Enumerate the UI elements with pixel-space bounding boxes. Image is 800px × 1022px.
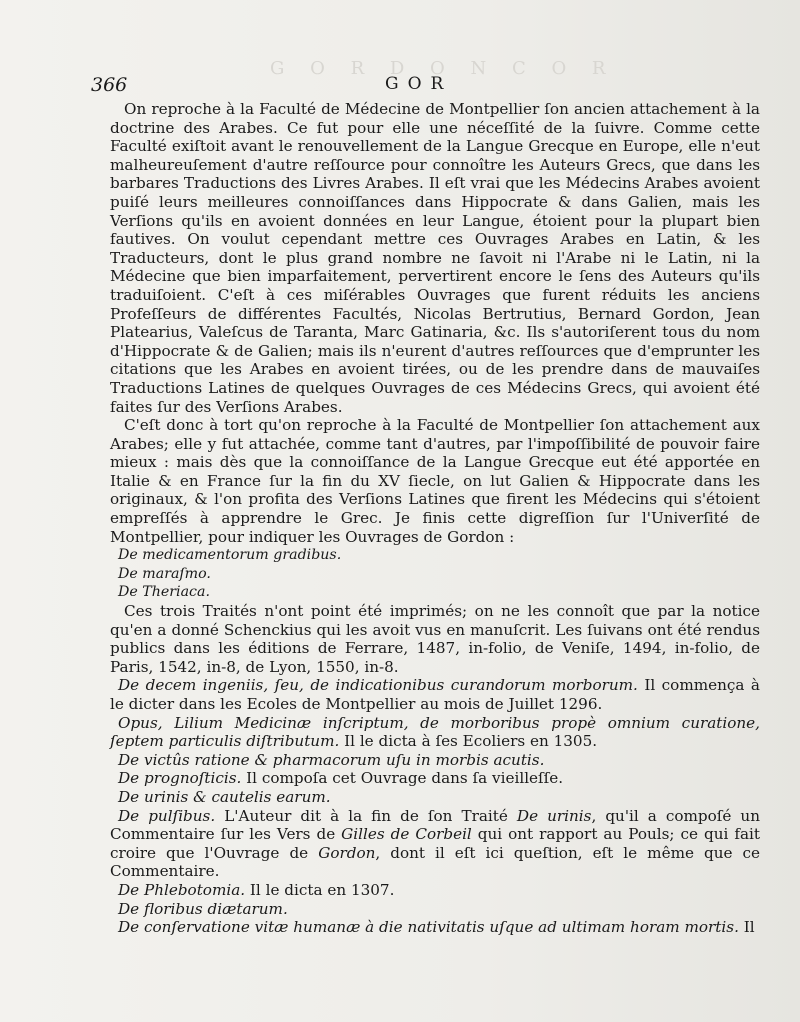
work-note: qui ont rapport au Pouls; ce qui fait croire que l'Ouvrage de xyxy=(110,825,760,862)
paragraph-montpellier-grec: C'eſt donc à tort qu'on reproche à la Faculté de Montpellier ſon attachement aux Arabes; elle y fut attachée, comme tant d'autres, par l'impoſſibilité de pouvoir faire mieux : mais dès que la connoiſſance de la Langue Grecque eut été apportée en Italie & en France ſur la fin du XV ſiecle, on lut Galien & Hippocrate dans les originaux, & l'on profita des Verſions Latines que firent les Médecins qui s'étoient empreſſés à apprendre le Grec. Je finis cette digreſſion ſur l'Univerſité de Montpellier, pour indiquer les Ouvrages de Gordon : xyxy=(110,416,760,546)
work-entry xyxy=(110,751,760,770)
work-note: , qu'il a compoſé un Commentaire ſur les Vers de xyxy=(110,806,760,844)
work-title: De floribus diætarum. xyxy=(118,899,288,918)
work-note: L'Auteur dit à la fin de ſon Traité xyxy=(215,806,517,825)
work-title: De Theriaca. xyxy=(118,584,210,601)
work-note: , dont il eſt ici queſtion, eſt le même que ce Commentaire. xyxy=(110,843,760,881)
page-number: 366 xyxy=(91,74,128,96)
work-title: Opus, Lilium Medicinæ inſcriptum, de morboribus propè omnium curatione, ſeptem particulis diſtributum. xyxy=(110,713,760,751)
work-entry xyxy=(110,807,760,881)
paragraph-montpellier-arabes: On reproche à la Faculté de Médecine de Montpellier ſon ancien attachement à la doctrine des Arabes. Ce fut pour elle une néceſſité de la ſuivre. Comme cette Faculté exiſtoit avant le renouvellement de la Langue Grecque en Europe, elle n'eut malheureuſement d'autre reſſource pour connoître les Auteurs Grecs, que dans les barbares Traductions des Livres Arabes. Il eſt vrai que les Médecins Arabes avoient puiſé leurs meilleures connoiſſances dans Hippocrate & dans Galien, mais les Verſions qu'ils en avoient données en leur Langue, étoient pour la plupart bien fautives. On voulut cependant mettre ces Ouvrages Arabes en Latin, & les Traducteurs, dont le plus grand nombre ne ſavoit ni l'Arabe ni le Latin, ni la Médecine que bien imparfaitement, pervertirent encore le ſens des Auteurs qu'ils traduiſoient. C'eſt à ces miſérables Ouvrages que furent réduits les anciens Profeſſeurs de différentes Facultés, Nicolas Bertrutius, Bernard Gordon, Jean Platearius, Valeſcus de Taranta, Marc Gatinaria, &c. Ils s'autoriſerent tous du nom d'Hippocrate & de Galien; mais ils n'eurent d'autres reſſources que d'emprunter les citations que les Arabes en avoient tirées, ou de les prendre dans de mauvaiſes Traductions Latines de quelques Ouvrages de ces Médecins Grecs, qui avoient été faites ſur des Verſions Arabes. xyxy=(110,100,760,416)
body-text xyxy=(110,100,760,937)
work-note: Il compoſa cet Ouvrage dans ſa vieilleſſe. xyxy=(241,769,564,788)
running-head: GOR xyxy=(385,74,453,94)
work-note: Il commença à le dicter dans les Ecoles de Montpellier au mois de Juillet 1296. xyxy=(110,676,760,713)
work-entry xyxy=(110,769,760,788)
work-entry xyxy=(110,881,760,900)
work-note: Il le dicta à ſes Ecoliers en 1305. xyxy=(339,732,598,751)
paragraph-editions: Ces trois Traités n'ont point été imprimés; on ne les connoît que par la notice qu'en a donné Schenckius qui les avoit vus en manuſcrit. Les ſuivans ont été rendus publics dans les éditions de Ferrare, 1487, in-folio, de Veniſe, 1494, in-folio, de Paris, 1542, in-8, de Lyon, 1550, in-8. xyxy=(110,602,760,676)
work-entry xyxy=(110,676,760,713)
bleed-through-text: G O R D O N C O R xyxy=(270,58,616,79)
work-title: De prognoſticis. xyxy=(118,769,242,788)
work-title: De victûs ratione & pharmacorum uſu in morbis acutis. xyxy=(118,750,545,769)
work-title: De conſervatione vitæ humanæ à die nativitatis uſque ad ultimam horam mortis. xyxy=(118,918,739,937)
author-name: Gilles de Corbeil xyxy=(341,825,472,844)
work-title: De urinis & cautelis earum. xyxy=(118,787,331,806)
work-note: Il le dicta en 1307. xyxy=(245,880,395,899)
work-title: De maraſmo. xyxy=(118,565,211,582)
work-entry xyxy=(110,918,760,937)
author-name: Gordon xyxy=(318,843,376,862)
work-title: De decem ingeniis, ſeu, de indicationibus curandorum morborum. xyxy=(118,676,638,695)
work-note: Il xyxy=(738,918,755,937)
work-title: De Phlebotomia. xyxy=(118,880,246,899)
work-title: De pulſibus. xyxy=(118,806,216,825)
work-entry xyxy=(110,900,760,919)
work-entry xyxy=(110,714,760,751)
work-title: De medicamentorum gradibus. xyxy=(118,547,342,564)
work-title: De urinis xyxy=(516,806,592,825)
work-entry xyxy=(110,788,760,807)
